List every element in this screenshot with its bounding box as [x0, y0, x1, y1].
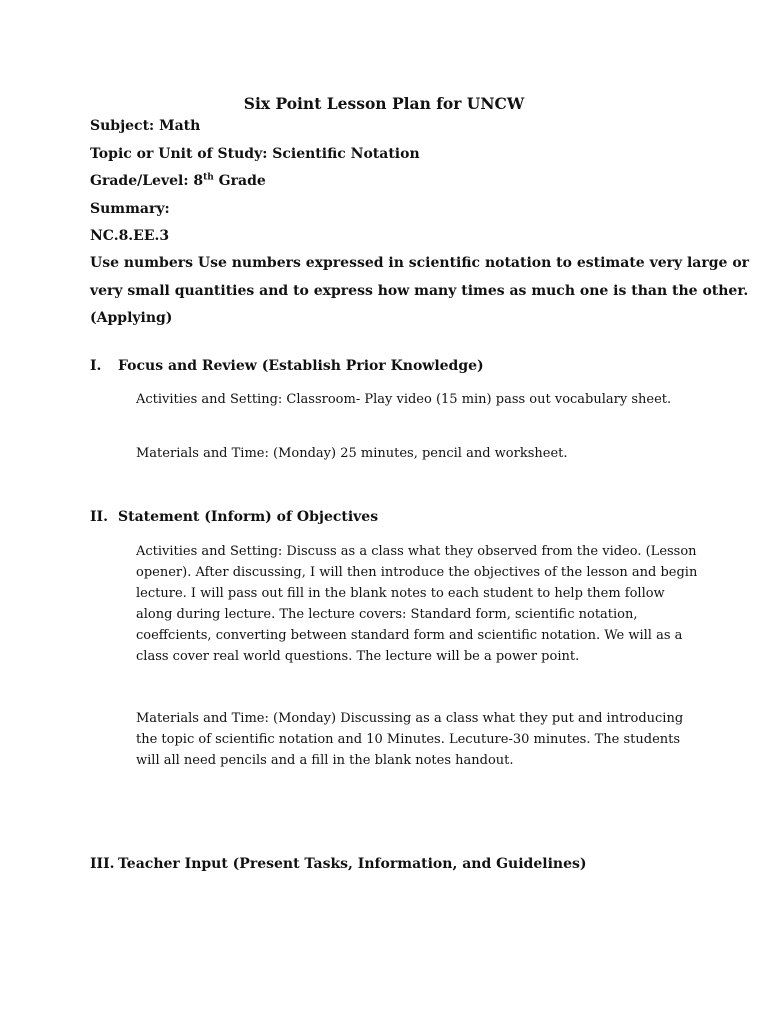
section-heading-1	[90, 358, 484, 374]
grade-prefix: Grade/Level: 8	[90, 173, 204, 189]
section-2-activities	[136, 541, 698, 667]
document-title: Six Point Lesson Plan for UNCW	[243, 94, 525, 113]
section-2-materials	[136, 708, 684, 771]
paragraph-line: along during lecture. The lecture covers: Standard form, scientific notation,	[136, 607, 638, 622]
grade-superscript: th	[203, 172, 214, 183]
paragraph-line: Activities and Setting: Classroom- Play video (15 min) pass out vocabulary sheet.	[136, 392, 672, 407]
paragraph-line: lecture. I will pass out fill in the blank notes to each student to help them follow	[136, 586, 665, 601]
grade-line	[90, 173, 266, 189]
section-heading-2	[90, 509, 378, 525]
paragraph-line: the topic of scientific notation and 10 Minutes. Lecuture-30 minutes. The students	[136, 732, 681, 747]
paragraph-line: will all need pencils and a fill in the blank notes handout.	[136, 753, 514, 768]
summary-label: Summary:	[90, 201, 170, 217]
standard-text-line: Use numbers Use numbers expressed in scientific notation to estimate very large or	[90, 255, 750, 271]
grade-suffix: Grade	[213, 173, 266, 189]
section-1-materials	[136, 443, 681, 464]
standard-code: NC.8.EE.3	[90, 228, 170, 244]
paragraph-line: Activities and Setting: Discuss as a class what they observed from the video. (Lesson	[136, 544, 697, 559]
subject-line: Subject: Math	[90, 118, 201, 134]
paragraph-line: class cover real world questions. The lecture will be a power point.	[136, 649, 580, 664]
standard-text-line: very small quantities and to express how many times as much one is than the other.	[90, 283, 749, 299]
section-title: Teacher Input (Present Tasks, Information, and Guidelines)	[118, 856, 587, 872]
section-1-activities	[136, 389, 681, 410]
section-title: Focus and Review (Establish Prior Knowledge)	[118, 358, 484, 374]
section-heading-3	[90, 856, 586, 872]
paragraph-line: opener). After discussing, I will then introduce the objectives of the lesson and begin	[136, 565, 698, 580]
section-numeral: I.	[90, 358, 102, 374]
topic-line: Topic or Unit of Study: Scientific Notation	[90, 146, 420, 162]
section-numeral: II.	[90, 509, 108, 525]
paragraph-line: Materials and Time: (Monday) Discussing as a class what they put and introducing	[136, 711, 684, 726]
paragraph-line: coeffcients, converting between standard form and scientific notation. We will as a	[136, 628, 683, 643]
paragraph-line: Materials and Time: (Monday) 25 minutes, pencil and worksheet.	[136, 446, 568, 461]
standard-text-line: (Applying)	[90, 310, 173, 326]
section-numeral: III.	[90, 856, 115, 872]
section-title: Statement (Inform) of Objectives	[118, 509, 379, 525]
